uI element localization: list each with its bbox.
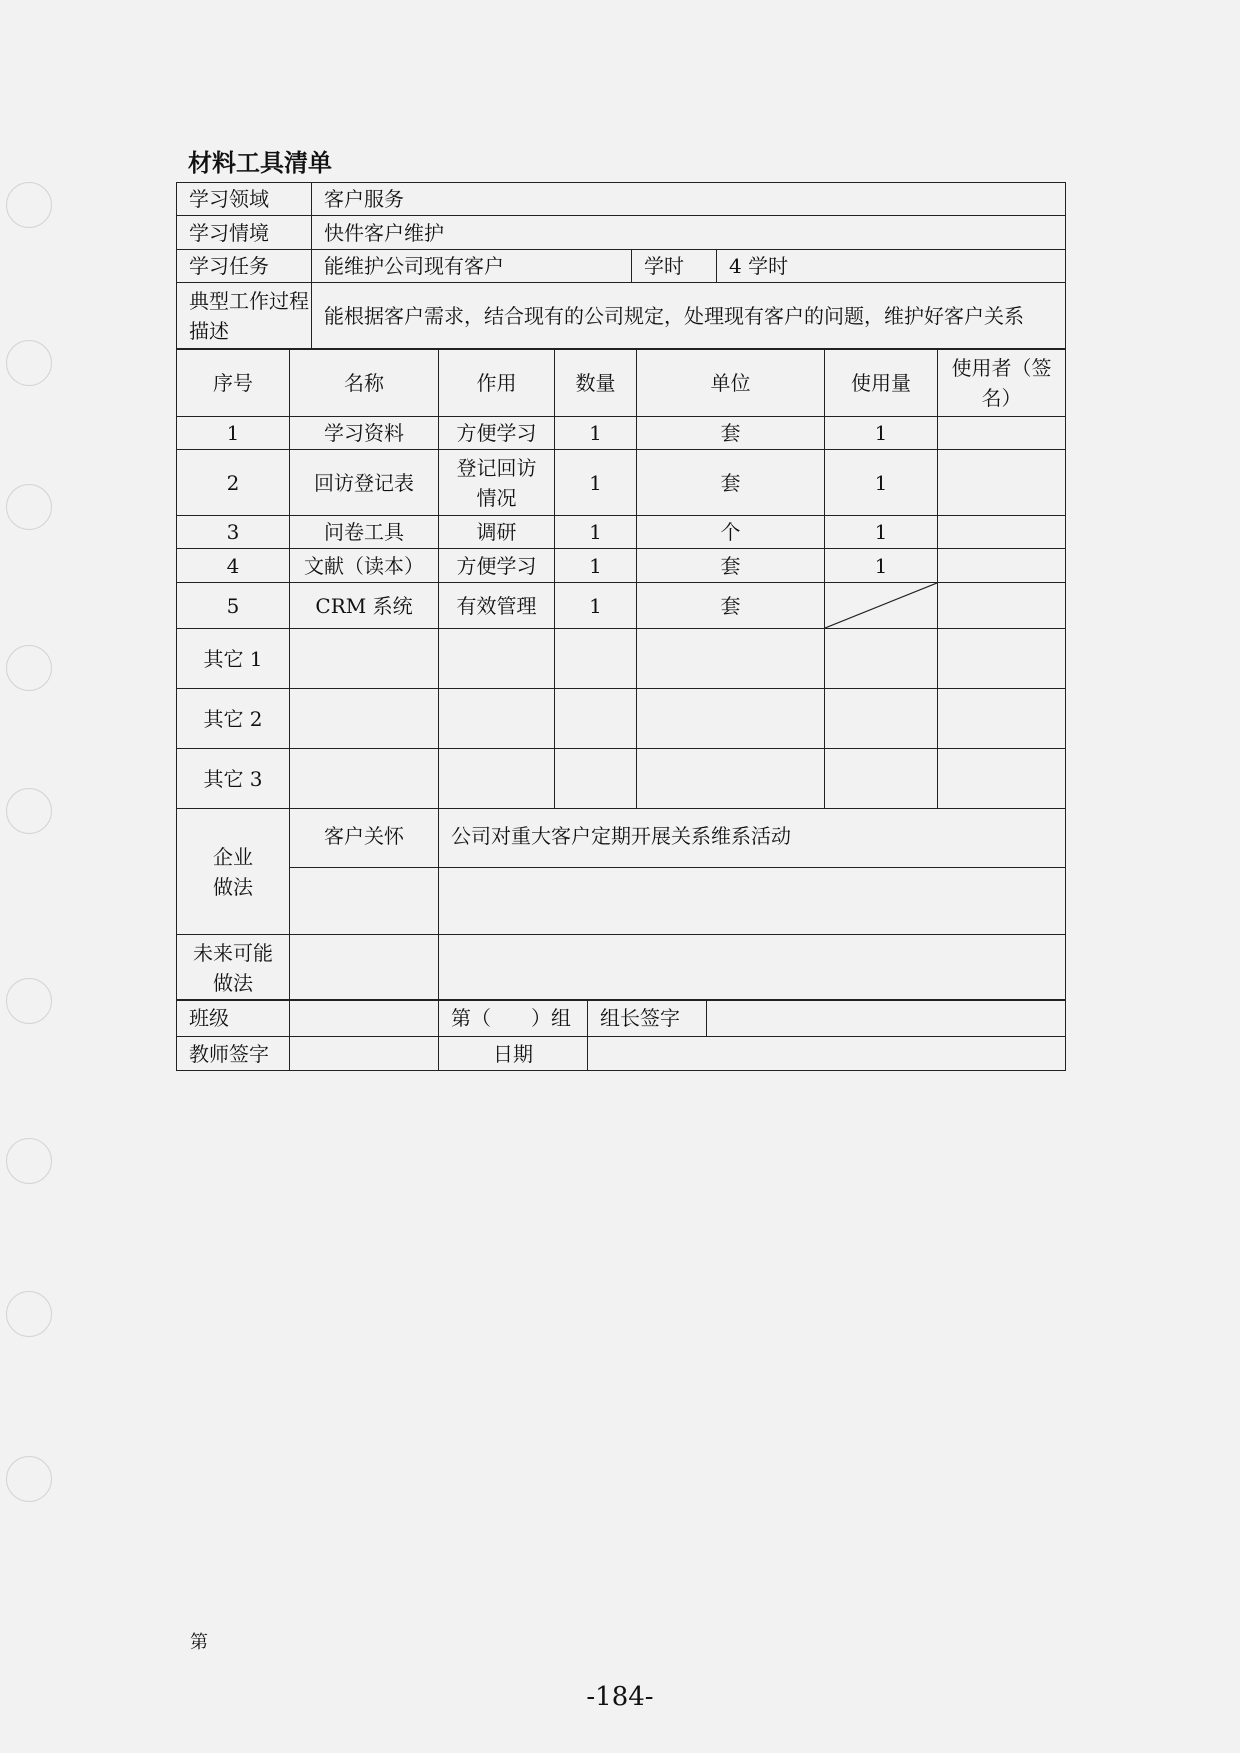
row-qty: 1 <box>555 450 637 516</box>
row-unit: 套 <box>637 549 825 583</box>
binder-hole <box>6 788 52 834</box>
diagonal-line <box>825 583 937 628</box>
enterprise-label: 企业做法 <box>177 809 290 935</box>
binder-hole <box>6 1138 52 1184</box>
table-row <box>177 450 1066 516</box>
row-name: 文献（读本） <box>290 549 439 583</box>
materials-table <box>176 349 1066 1001</box>
row-amount: 1 <box>825 417 938 450</box>
page-title: 材料工具清单 <box>188 149 332 177</box>
row-qty: 1 <box>555 516 637 549</box>
table-row <box>177 549 1066 583</box>
row-no: 5 <box>177 583 290 629</box>
class-field[interactable] <box>290 1000 439 1037</box>
col-header-use: 作用 <box>439 350 555 417</box>
row-unit: 套 <box>637 417 825 450</box>
row-no: 1 <box>177 417 290 450</box>
row-user <box>938 516 1066 549</box>
row-no: 2 <box>177 450 290 516</box>
row-name: 回访登记表 <box>290 450 439 516</box>
row-use: 调研 <box>439 516 555 549</box>
row-user <box>938 583 1066 629</box>
date-field[interactable] <box>588 1037 1066 1071</box>
row-amount-crossed <box>825 583 938 629</box>
row-use: 有效管理 <box>439 583 555 629</box>
col-header-user: 使用者（签名） <box>938 350 1066 417</box>
row-no: 3 <box>177 516 290 549</box>
row-qty: 1 <box>555 417 637 450</box>
binder-hole <box>6 484 52 530</box>
enterprise-item-label: 客户关怀 <box>290 809 439 868</box>
row-name: 问卷工具 <box>290 516 439 549</box>
row-qty: 1 <box>555 549 637 583</box>
footer-left-text: 第 <box>190 1632 208 1653</box>
binder-hole <box>6 645 52 691</box>
other-row <box>177 749 1066 809</box>
hours-value: 4 学时 <box>717 250 1066 283</box>
row-unit: 个 <box>637 516 825 549</box>
hours-label: 学时 <box>632 250 717 283</box>
row-no: 4 <box>177 549 290 583</box>
row-user <box>938 549 1066 583</box>
row-amount: 1 <box>825 450 938 516</box>
col-header-amount: 使用量 <box>825 350 938 417</box>
header-row <box>177 350 1066 417</box>
row-user <box>938 450 1066 516</box>
row-use: 方便学习 <box>439 549 555 583</box>
col-header-no: 序号 <box>177 350 290 417</box>
binder-hole <box>6 1456 52 1502</box>
future-label: 未来可能做法 <box>177 935 290 1001</box>
row-name: CRM 系统 <box>290 583 439 629</box>
other-row <box>177 689 1066 749</box>
other-label: 其它 1 <box>177 629 290 689</box>
binder-hole <box>6 340 52 386</box>
situation-label: 学习情境 <box>177 216 312 250</box>
date-label: 日期 <box>439 1037 588 1071</box>
page-number: -184- <box>586 1682 654 1712</box>
class-label: 班级 <box>177 1000 290 1037</box>
col-header-unit: 单位 <box>637 350 825 417</box>
other-label: 其它 3 <box>177 749 290 809</box>
signature-table <box>176 999 1066 1071</box>
domain-label: 学习领域 <box>177 183 312 216</box>
other-row <box>177 629 1066 689</box>
task-value: 能维护公司现有客户 <box>312 250 632 283</box>
row-name: 学习资料 <box>290 417 439 450</box>
teacher-label: 教师签字 <box>177 1037 290 1071</box>
table-row <box>177 516 1066 549</box>
row-amount: 1 <box>825 549 938 583</box>
col-header-name: 名称 <box>290 350 439 417</box>
other-label: 其它 2 <box>177 689 290 749</box>
row-use: 方便学习 <box>439 417 555 450</box>
info-table <box>176 182 1066 349</box>
binder-hole <box>6 182 52 228</box>
binder-hole <box>6 1291 52 1337</box>
table-row <box>177 583 1066 629</box>
enterprise-item-value: 公司对重大客户定期开展关系维系活动 <box>439 809 1066 868</box>
col-header-qty: 数量 <box>555 350 637 417</box>
leader-label: 组长签字 <box>588 1000 707 1037</box>
domain-value: 客户服务 <box>312 183 1066 216</box>
process-label: 典型工作过程描述 <box>177 283 312 349</box>
leader-signature-field[interactable] <box>707 1000 1066 1037</box>
row-amount: 1 <box>825 516 938 549</box>
task-label: 学习任务 <box>177 250 312 283</box>
binder-hole <box>6 978 52 1024</box>
row-use: 登记回访情况 <box>439 450 555 516</box>
situation-value: 快件客户维护 <box>312 216 1066 250</box>
table-row <box>177 417 1066 450</box>
teacher-signature-field[interactable] <box>290 1037 439 1071</box>
process-value: 能根据客户需求，结合现有的公司规定，处理现有客户的问题，维护好客户关系 <box>312 283 1066 349</box>
group-label: 第（ ）组 <box>439 1000 588 1037</box>
row-unit: 套 <box>637 450 825 516</box>
row-unit: 套 <box>637 583 825 629</box>
row-user <box>938 417 1066 450</box>
row-qty: 1 <box>555 583 637 629</box>
